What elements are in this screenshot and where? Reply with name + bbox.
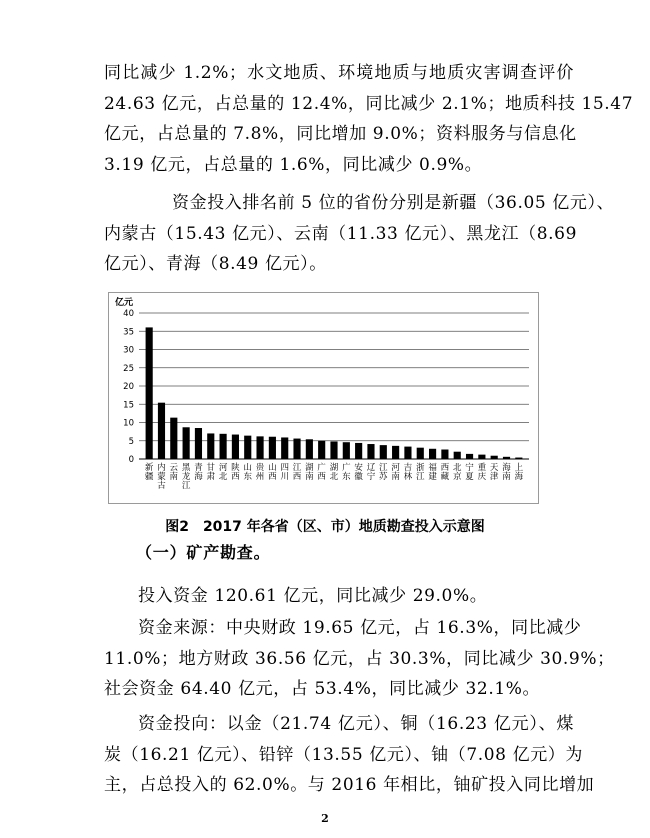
x-category-label <box>515 462 524 482</box>
x-category-label <box>441 463 450 482</box>
x-category-char: 山 <box>268 463 277 473</box>
text-line: 资金来源：中央财政 19.65 亿元，占 16.3%，同比减少 <box>138 618 582 638</box>
x-category-label <box>342 462 351 482</box>
x-category-char: 贵 <box>255 463 265 473</box>
bar <box>454 452 461 459</box>
x-category-char: 江 <box>292 463 302 473</box>
x-category-char: 山 <box>243 463 252 473</box>
paragraph-fund-allocation <box>104 709 595 801</box>
text-line: 亿元，占总量的 7.8%，同比增加 9.0%；资料服务与信息化 <box>104 124 577 144</box>
x-category-char: 辽 <box>366 463 376 473</box>
text-line: 内蒙古（15.43 亿元）、云南（11.33 亿元）、黑龙江（8.69 <box>104 223 577 244</box>
x-category-char: 西 <box>292 472 302 482</box>
x-category-char: 南 <box>391 472 400 482</box>
x-category-char: 宁 <box>366 472 376 482</box>
bar <box>404 447 411 459</box>
x-category-label <box>453 462 462 482</box>
x-category-label <box>182 463 191 491</box>
bar <box>466 454 473 459</box>
x-category-char: 广 <box>317 463 326 473</box>
bar <box>306 439 313 459</box>
bar <box>220 434 227 459</box>
bar <box>183 427 190 459</box>
x-category-char: 青 <box>194 463 203 473</box>
province-investment-chart <box>108 292 539 504</box>
y-tick-label: 30 <box>123 345 134 356</box>
text-line: 24.63 亿元，占总量的 12.4%，同比减少 2.1%；地质科技 15.47 <box>104 93 634 114</box>
x-category-label <box>256 462 265 482</box>
x-category-char: 川 <box>280 472 289 482</box>
x-category-char: 河 <box>391 463 400 473</box>
x-category-char: 西 <box>268 472 277 482</box>
x-category-char: 南 <box>169 472 179 482</box>
x-category-char: 海 <box>502 463 511 473</box>
bar <box>318 441 325 459</box>
text-line: 资金投入排名前 5 位的省份分别是新疆（36.05 亿元）、 <box>172 193 615 213</box>
x-category-char: 上 <box>514 463 524 473</box>
x-category-label <box>490 463 499 482</box>
x-category-char: 宁 <box>465 463 474 473</box>
x-category-char: 内 <box>157 463 166 473</box>
x-category-label <box>194 462 203 482</box>
x-category-char: 南 <box>305 472 314 482</box>
x-category-char: 甘 <box>206 463 216 473</box>
text-line: 投入资金 120.61 亿元，同比减少 29.0%。 <box>138 586 488 606</box>
x-category-label <box>478 462 487 482</box>
x-category-char: 浙 <box>416 463 425 473</box>
x-category-char: 新 <box>144 463 154 473</box>
x-category-char: 江 <box>416 472 425 482</box>
bar <box>380 445 387 459</box>
bar <box>281 437 288 459</box>
x-category-char: 北 <box>329 472 339 482</box>
x-category-label <box>219 463 228 482</box>
x-category-label <box>404 462 413 482</box>
x-category-char: 蒙 <box>157 472 166 482</box>
x-category-char: 徽 <box>354 472 363 482</box>
y-tick-label: 10 <box>123 418 134 429</box>
x-category-char: 重 <box>477 463 487 473</box>
bar <box>417 448 424 459</box>
x-category-label <box>170 463 179 482</box>
x-category-char: 建 <box>428 472 437 482</box>
x-category-char: 黑 <box>181 463 191 473</box>
bar <box>503 457 510 459</box>
text-line: 同比减少 1.2%；水文地质、环境地质与地质灾害调查评价 <box>104 63 574 83</box>
paragraph-top-provinces <box>104 188 615 280</box>
x-category-label <box>157 462 166 491</box>
x-category-label <box>391 463 400 482</box>
x-category-char: 云 <box>169 463 179 473</box>
x-category-label <box>145 462 154 482</box>
x-category-char: 林 <box>403 472 413 482</box>
bar <box>491 456 498 459</box>
bar <box>429 449 436 459</box>
y-axis-unit-label: 亿元 <box>115 298 134 308</box>
x-category-label <box>305 462 314 482</box>
x-category-char: 北 <box>452 463 462 473</box>
x-category-label <box>354 462 363 482</box>
bar <box>330 441 337 459</box>
text-line: 11.0%；地方财政 36.56 亿元，占 30.3%，同比减少 30.9%； <box>104 648 615 669</box>
bar <box>478 455 485 459</box>
text-line: 亿元）、青海（8.49 亿元）。 <box>104 254 327 274</box>
x-category-char: 陕 <box>231 463 240 473</box>
bar <box>195 428 202 459</box>
x-category-char: 北 <box>218 472 228 482</box>
page-number: 2 <box>321 812 329 825</box>
paragraph-investment-breakdown <box>104 58 634 180</box>
bar <box>269 437 276 459</box>
bar <box>170 418 177 459</box>
x-category-char: 东 <box>243 472 252 482</box>
bar <box>207 433 214 459</box>
x-category-label <box>465 462 474 482</box>
x-category-label <box>367 463 376 482</box>
x-category-char: 江 <box>379 463 388 473</box>
x-category-char: 肃 <box>206 472 216 482</box>
x-category-char: 江 <box>181 481 191 491</box>
bar-chart-svg <box>109 293 540 505</box>
x-category-char: 南 <box>502 472 511 482</box>
section-heading-mineral-exploration: （一）矿产勘查。 <box>136 543 271 562</box>
paragraph-investment-total <box>104 581 574 612</box>
bar <box>355 443 362 459</box>
x-category-char: 西 <box>231 472 240 482</box>
x-category-char: 安 <box>354 463 363 473</box>
x-category-char: 广 <box>342 463 351 473</box>
x-category-char: 海 <box>514 472 524 482</box>
x-category-char: 津 <box>489 472 499 482</box>
text-line: 社会资金 64.40 亿元，占 53.4%，同比减少 32.1%。 <box>104 679 541 699</box>
x-category-label <box>502 462 511 482</box>
x-category-char: 河 <box>218 463 228 473</box>
x-category-char: 西 <box>317 472 326 482</box>
text-line: 炭（16.21 亿元）、铅锌（13.55 亿元）、铀（7.08 亿元）为 <box>104 744 583 765</box>
x-category-label <box>428 462 437 482</box>
y-tick-label: 15 <box>123 400 134 411</box>
y-tick-label: 40 <box>123 309 134 319</box>
bar <box>392 446 399 459</box>
x-category-label <box>231 462 240 482</box>
x-category-char: 海 <box>194 472 203 482</box>
x-category-label <box>330 462 339 482</box>
bar <box>293 439 300 459</box>
figure-caption: 图2 2017 年各省（区、市）地质勘查投入示意图 <box>165 519 485 535</box>
y-tick-label: 20 <box>123 382 134 392</box>
bar <box>343 442 350 459</box>
x-category-char: 东 <box>342 472 351 482</box>
x-category-label <box>268 462 277 482</box>
y-tick-label: 25 <box>123 363 134 374</box>
x-category-char: 夏 <box>465 472 474 482</box>
bar <box>367 444 374 459</box>
x-category-char: 京 <box>452 472 462 482</box>
x-category-label <box>379 463 388 482</box>
x-category-char: 福 <box>428 463 437 473</box>
y-tick-label: 0 <box>128 455 134 465</box>
bar <box>158 403 165 459</box>
x-category-char: 州 <box>255 472 265 482</box>
bar <box>244 436 251 459</box>
x-category-char: 四 <box>280 463 289 473</box>
x-category-char: 苏 <box>379 472 388 482</box>
x-category-char: 西 <box>440 463 450 473</box>
bar <box>515 458 522 459</box>
bar <box>146 327 153 459</box>
x-category-label <box>293 463 302 482</box>
text-line: 主，占总投入的 62.0%。与 2016 年相比，铀矿投入同比增加 <box>104 775 595 795</box>
bar <box>256 436 263 459</box>
y-tick-label: 35 <box>123 327 134 338</box>
x-category-label <box>317 462 326 482</box>
x-category-label <box>243 462 252 482</box>
x-category-char: 吉 <box>403 463 413 473</box>
bar <box>441 450 448 459</box>
x-category-char: 庆 <box>477 472 487 482</box>
x-category-label <box>416 462 425 482</box>
paragraph-fund-sources <box>104 613 615 705</box>
text-line: 3.19 亿元，占总量的 1.6%，同比减少 0.9%。 <box>104 154 483 175</box>
y-tick-label: 5 <box>128 436 134 447</box>
x-category-char: 湖 <box>305 463 314 473</box>
x-category-char: 湖 <box>329 463 339 473</box>
bar <box>232 435 239 459</box>
text-line: 资金投向：以金（21.74 亿元）、铜（16.23 亿元）、煤 <box>138 714 574 734</box>
x-category-char: 古 <box>157 481 166 491</box>
x-category-char: 藏 <box>440 472 450 482</box>
x-category-label <box>207 462 216 482</box>
x-category-label <box>280 463 289 482</box>
x-category-char: 疆 <box>144 472 154 482</box>
x-category-char: 龙 <box>181 472 191 482</box>
x-category-char: 天 <box>489 463 499 473</box>
